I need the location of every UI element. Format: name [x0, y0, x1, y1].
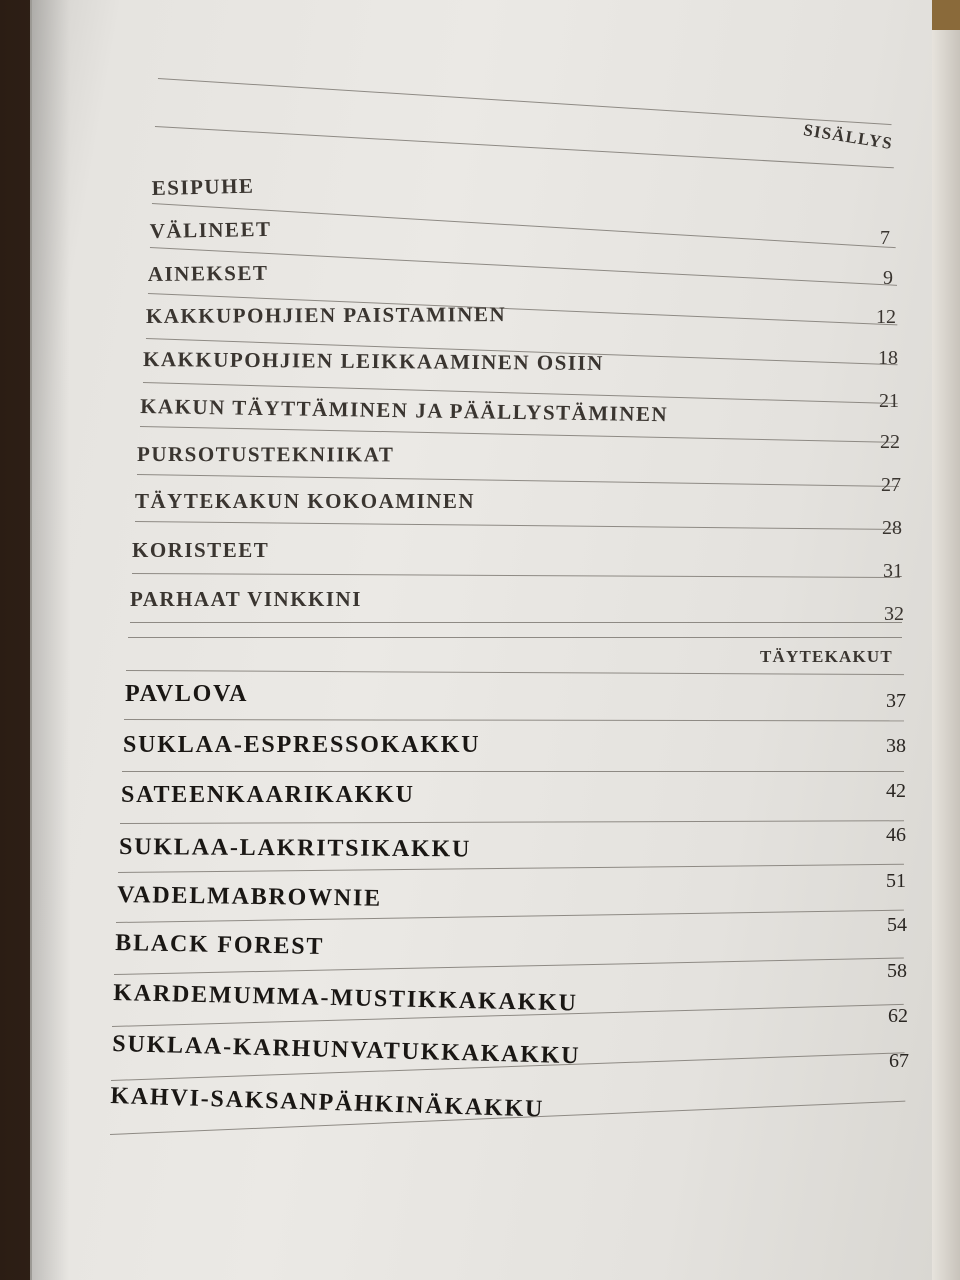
top-rule — [158, 78, 892, 125]
toc-entry-title: KAKKUPOHJIEN LEIKKAAMINEN OSIIN — [143, 347, 604, 376]
toc-entry-title: PAVLOVA — [125, 681, 249, 707]
section-heading-taytekakut: TÄYTEKAKUT — [760, 647, 893, 666]
toc-entry-page: 28 — [882, 517, 902, 539]
toc-entry-title: SATEENKAARIKAKKU — [121, 782, 415, 808]
toc-entry-title: TÄYTEKAKUN KOKOAMINEN — [135, 489, 476, 513]
toc-entry-page: 67 — [889, 1050, 909, 1072]
toc-entry-page: 22 — [880, 431, 900, 453]
toc-entry-title: PURSOTUSTEKNIIKAT — [137, 442, 395, 467]
top-rule — [155, 126, 894, 168]
entry-rule — [132, 573, 900, 578]
toc-entry-page: 62 — [888, 1005, 908, 1027]
toc-entry-page: 42 — [886, 780, 906, 802]
entry-rule — [124, 719, 904, 721]
toc-entry-title: VADELMABROWNIE — [117, 882, 383, 912]
entry-rule — [130, 622, 902, 623]
section-rule — [128, 637, 902, 638]
toc-entry-title: SUKLAA-ESPRESSOKAKKU — [123, 732, 481, 758]
toc-entry-page: 31 — [883, 560, 903, 582]
toc-entry-title: KARDEMUMMA-MUSTIKKAKAKKU — [113, 980, 579, 1017]
toc-entry-page: 46 — [886, 824, 906, 846]
toc-entry-title: SUKLAA-KARHUNVATUKKAKAKKU — [112, 1031, 581, 1070]
toc-entry-page: 37 — [886, 690, 906, 712]
entry-rule — [140, 426, 898, 443]
toc-entry-title: KAKUN TÄYTTÄMINEN JA PÄÄLLYSTÄMINEN — [140, 394, 669, 427]
toc-entry-page: 21 — [879, 390, 899, 412]
entry-rule — [116, 910, 904, 923]
toc-entry-page: 54 — [887, 914, 907, 936]
toc-entry-title: PARHAAT VINKKINI — [130, 587, 362, 611]
toc-entry-title: KAKKUPOHJIEN PAISTAMINEN — [145, 302, 507, 328]
toc-entry-title: BLACK FOREST — [115, 930, 325, 961]
toc-entry-page: 38 — [886, 735, 906, 757]
toc-entry-page: 12 — [876, 306, 896, 328]
toc-entry-title: AINEKSET — [147, 260, 269, 287]
toc-entry-page: 27 — [881, 474, 901, 496]
toc-entry-title: ESIPUHE — [151, 173, 255, 201]
entry-rule — [114, 957, 904, 975]
toc-entry-title: KAHVI-SAKSANPÄHKINÄKAKKU — [110, 1083, 545, 1123]
toc-entry-title: KORISTEET — [132, 538, 270, 562]
entry-rule — [120, 820, 904, 824]
toc-entry-page: 7 — [880, 227, 890, 249]
section-heading-sisallys: SISÄLLYS — [802, 120, 895, 154]
toc-entry-page: 58 — [887, 960, 907, 982]
entry-rule — [118, 864, 904, 873]
toc-entry-page: 32 — [884, 603, 904, 625]
toc-entry-title: VÄLINEET — [149, 216, 272, 244]
toc-entry-page: 51 — [886, 870, 906, 892]
entry-rule — [122, 771, 904, 772]
toc-entry-page: 18 — [878, 347, 898, 369]
entry-rule — [135, 521, 900, 530]
entry-rule — [137, 474, 899, 487]
toc-entry-title: SUKLAA-LAKRITSIKAKKU — [119, 834, 472, 863]
section-rule — [126, 670, 904, 675]
toc-entry-page: 9 — [883, 267, 893, 289]
